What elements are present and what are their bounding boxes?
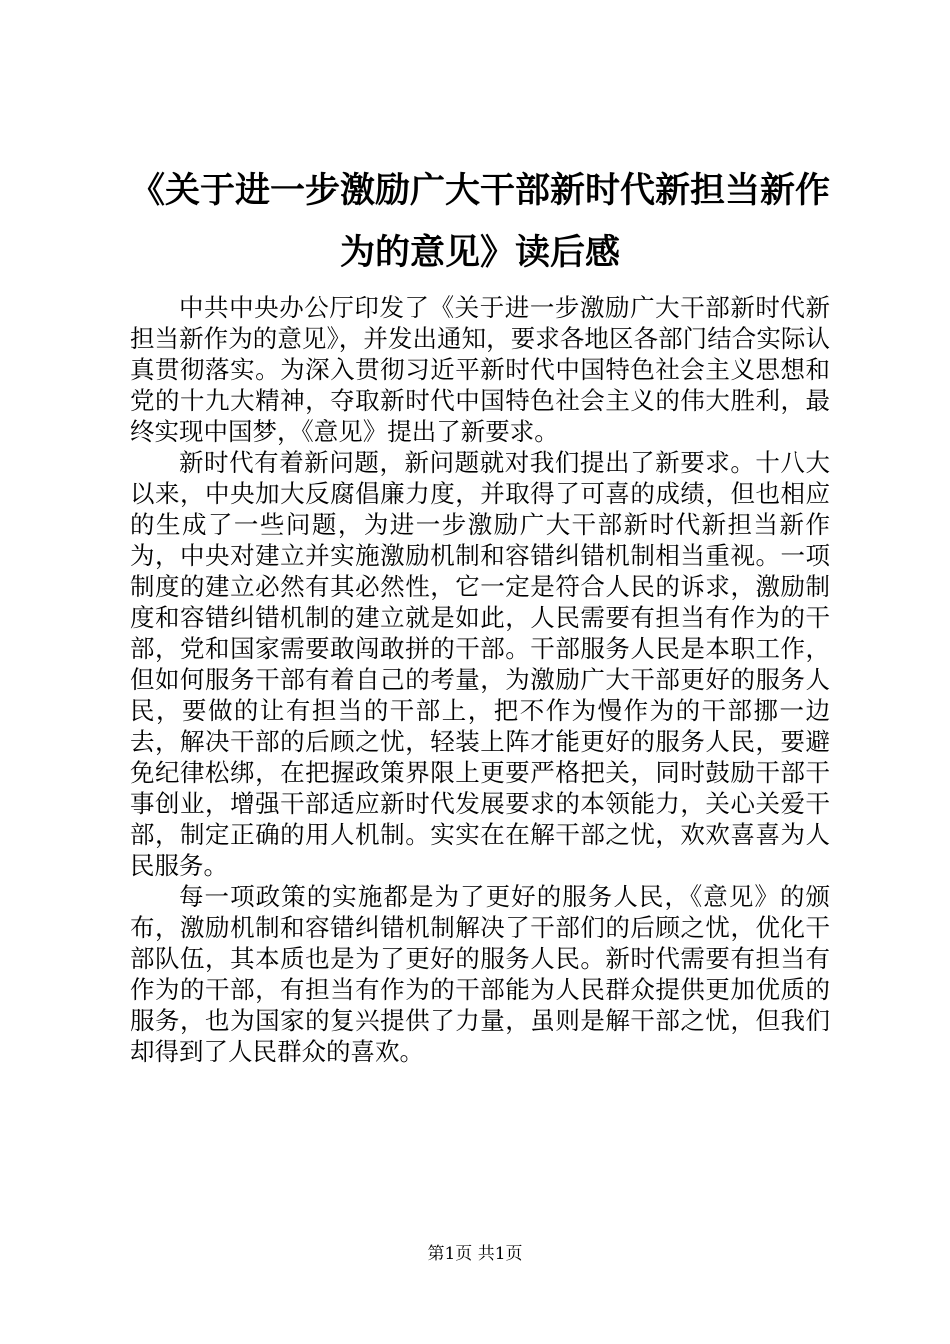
page-footer: 第1页 共1页 (427, 1244, 523, 1264)
title-line-1: 《关于进一步激励广大干部新时代新担当新作 (129, 171, 830, 211)
paragraph-3: 每一项政策的实施都是为了更好的服务人民，《意见》的颁布，激励机制和容错纠错机制解决了干部们的后顾之忧，优化干部队伍，其本质也是为了更好的服务人民。新时代需要有担当有作为的干部，有担当有作为的干部能为人民群众提供更加优质的服务，也为国家的复兴提供了力量，虽则是解干部之忧，但我们却得到了人民群众的喜欢。 (130, 882, 830, 1066)
paragraph-1: 中共中央办公厅印发了《关于进一步激励广大干部新时代新担当新作为的意见》，并发出通知，要求各地区各部门结合实际认真贯彻落实。为深入贯彻习近平新时代中国特色社会主义思想和党的十九大精神，夺取新时代中国特色社会主义的伟大胜利，最终实现中国梦，《意见》提出了新要求。 (130, 293, 830, 446)
paragraph-2: 新时代有着新问题，新问题就对我们提出了新要求。十八大以来，中央加大反腐倡廉力度，并取得了可喜的成绩，但也相应的生成了一些问题，为进一步激励广大干部新时代新担当新作为，中央对建立并实施激励机制和容错纠错机制相当重视。一项制度的建立必然有其必然性，它一定是符合人民的诉求，激励制度和容错纠错机制的建立就是如此，人民需要有担当有作为的干部，党和国家需要敢闯敢拼的干部。干部服务人民是本职工作，但如何服务干部有着自己的考量，为激励广大干部更好的服务人民，要做的让有担当的干部上，把不作为慢作为的干部挪一边去，解决干部的后顾之忧，轻装上阵才能更好的服务人民，要避免纪律松绑，在把握政策界限上更要严格把关，同时鼓励干部干事创业，增强干部适应新时代发展要求的本领能力，关心关爱干部，制定正确的用人机制。实实在在解干部之忧，欢欢喜喜为人民服务。 (130, 448, 830, 880)
document-title (120, 160, 840, 284)
document-body (130, 292, 830, 1067)
title-line-2: 为的意见》读后感 (339, 233, 620, 273)
